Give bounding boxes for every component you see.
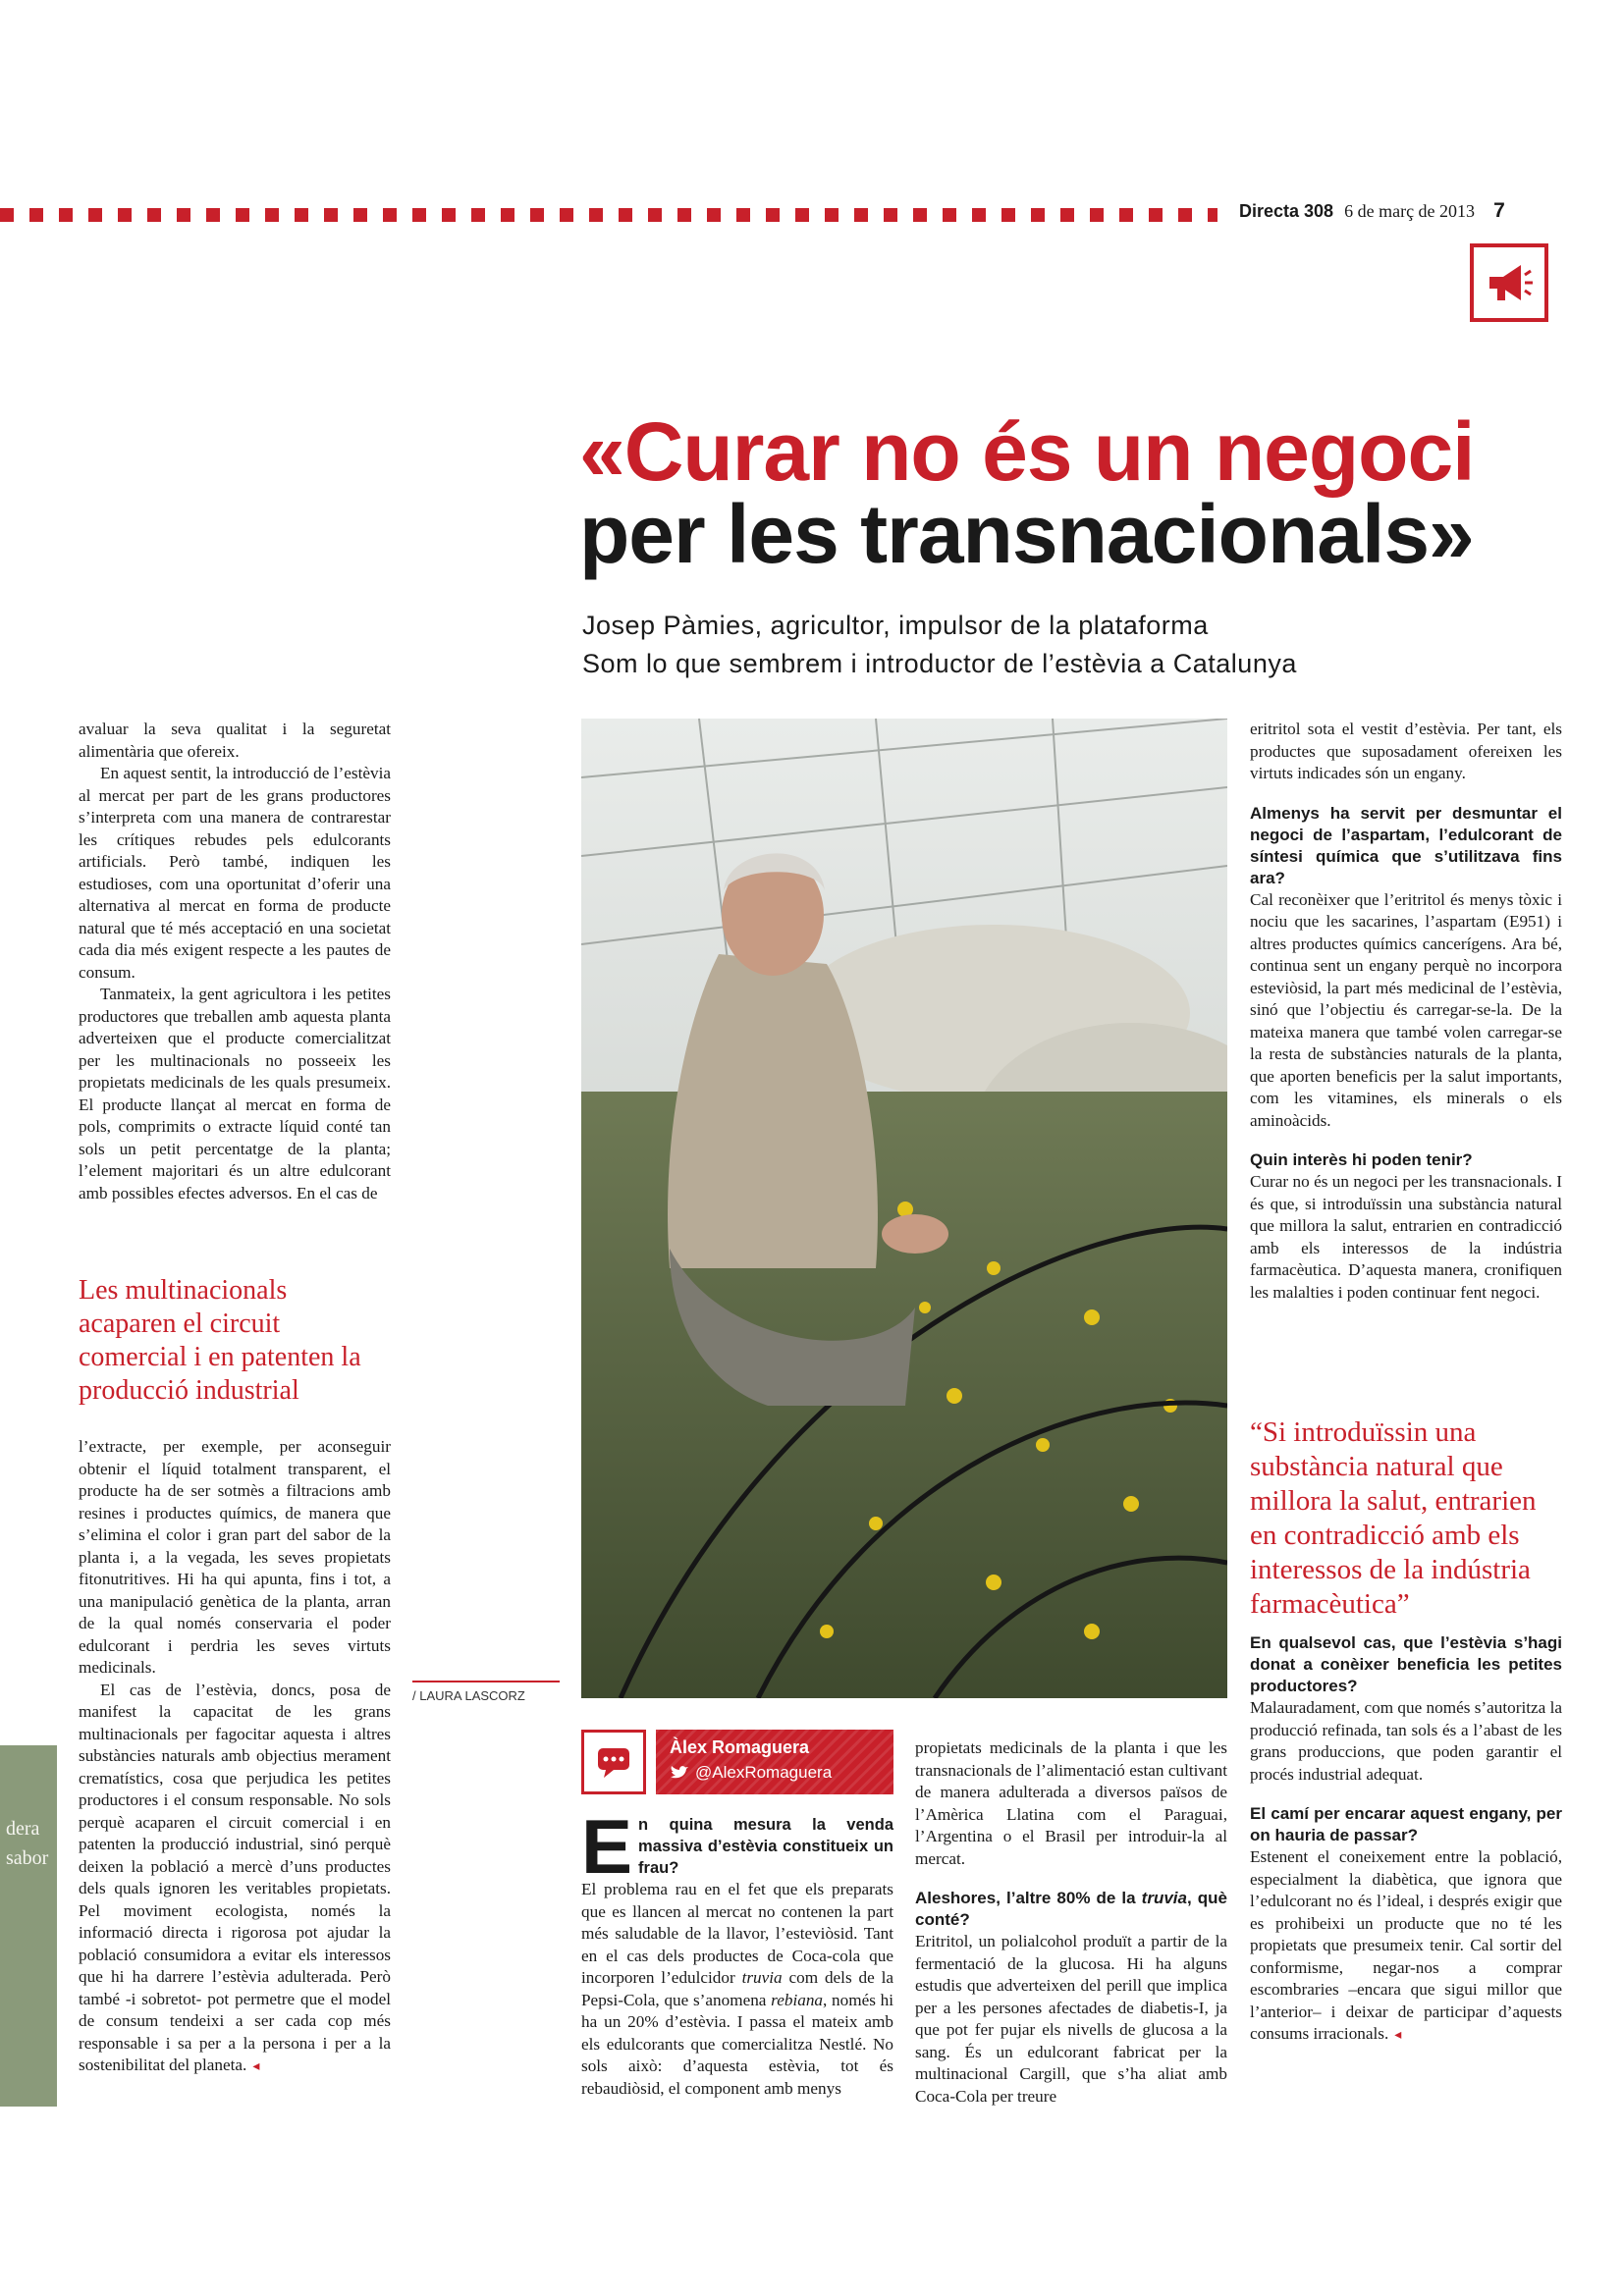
article-title bbox=[579, 405, 1561, 580]
issue-date: 6 de març de 2013 bbox=[1344, 201, 1476, 221]
answer-2: Eritritol, un polialcohol produït a partir de la fermentació de la glucosa. Hi ha alguns estudis que adverteixen del perill que implica per a les persones afectades de diabetis-I, ja que pot fer pujar els nivells de glucosa a la sang. És un edulcorant fabricat per la multinacional Cargill, que s’ha aliat amb Coca-Cola per treure bbox=[915, 1932, 1227, 2106]
author-band bbox=[656, 1730, 893, 1794]
author-name: Àlex Romaguera bbox=[670, 1737, 810, 1757]
question-1: En quina mesura la venda massiva d’estèvia constitueix un frau? bbox=[581, 1803, 893, 1890]
interview-column-3 bbox=[1250, 719, 1562, 1304]
answer-5: Malauradament, com que només s’autoritza la producció refinada, tan sols és a l’abast de les grans produccions, que poden garantir el procés industrial adequat. bbox=[1250, 1698, 1562, 1784]
question-3: Almenys ha servit per desmuntar el negoci de l’aspartam, l’edulcorant de síntesi química que s’utilitzava fins ara? bbox=[1250, 803, 1562, 887]
twitter-bird-icon bbox=[670, 1765, 689, 1786]
strip-text-1: dera bbox=[6, 1818, 40, 1840]
left-paragraph-2: En aquest sentit, la introducció de l’estèvia al mercat per part de les grans productores s’interpreta com una manera de contrarestar les crítiques rebudes pels edulcorants artificials. Però també, indiquen les estudioses, com una oportunitat d’oferir una alternativa al mercat en forma de producte natural que té més acceptació en una societat cada dia més exigent respecte a les pautes de consum. bbox=[79, 764, 391, 982]
strip-text-2: sabor bbox=[6, 1847, 49, 1869]
question-2: Aleshores, l’altre 80% de la truvia, què conté? bbox=[915, 1889, 1227, 1929]
greenhouse-photo bbox=[581, 719, 1227, 1698]
right-pullquote: “Si introduïssin una substància natural que millora la salut, entrarien en contradicció amb els interessos de la indústria farmacèutica” bbox=[1250, 1416, 1537, 1620]
page-folio bbox=[1239, 199, 1505, 223]
publication-name: Directa 308 bbox=[1239, 201, 1334, 221]
chat-bubble-icon bbox=[581, 1730, 646, 1794]
author-box bbox=[581, 1730, 893, 1794]
left-paragraph-3: Tanmateix, la gent agricultora i les petites productores que treballen amb aquesta planta adverteixen que el producte comercialitzat per les multinacionals no posseeix les propietats medicinals de les quals presumeix. El producte llançat al mercat en forma de pols, comprimits o extracte líquid conté tan sols un petit percentatge de la planta; l’element majoritari és un altre edulcorant amb possibles efectes adversos. En el cas de bbox=[79, 985, 391, 1202]
dotted-red-band bbox=[0, 208, 1217, 222]
answer-4: Curar no és un negoci per les transnacionals. I és que, si introduïssin una substància natural que millora la salut, entrarien en contradicció amb els interessos de la indústria farmacèutica. D’aquesta manera, cronifiquen les malalties i poden continuar fent negoci. bbox=[1250, 1172, 1562, 1302]
interview-column-3-bottom bbox=[1250, 1632, 1562, 2048]
author-twitter-link[interactable]: @AlexRomaguera bbox=[695, 1763, 833, 1782]
interview-column-2 bbox=[915, 1737, 1227, 2108]
article-subtitle bbox=[582, 607, 1564, 683]
left-paragraph-4: l’extracte, per exemple, per aconseguir obtenir el líquid totalment transparent, el producte ha de ser sotmès a filtracions amb resines i productes químics, de manera que s’elimina el color i gran part del sabor de la planta i, a la vegada, les seves propietats fitonutritives. Hi ha qui apunta, fins i tot, a una manipulació genètica de la planta, arran de la qual només conservaria el poder edulcorant i perdria les seves virtuts medicinals. bbox=[79, 1437, 391, 1677]
left-column-bottom bbox=[79, 1436, 391, 2079]
answer-3: Cal reconèixer que l’eritritol és menys tòxic i nociu que les sacarines, l’aspartam (E951) i altres productes químics cancerígens. Ara bé, continua sent un engany perquè no incorpora esteviòsid, la part més medicinal de l’estèvia, sinó que l’objectiu és carregar-se-la. De la mateixa manera que també volen carregar-se la resta de substàncies naturals de la planta, que aporten beneficis per la salut importants, com les vitamines, els minerals o els aminoàcids. bbox=[1250, 889, 1562, 1130]
page-number: 7 bbox=[1493, 199, 1505, 222]
left-column-top bbox=[79, 719, 391, 1204]
question-5: En qualsevol cas, que l’estèvia s’hagi donat a conèixer beneficia les petites productores? bbox=[1250, 1633, 1562, 1695]
end-mark-icon: ◂ bbox=[252, 2059, 260, 2074]
answer-1-continued: propietats medicinals de la planta i que les transnacionals de l’alimentació estan cultivant de manera adulterada a diversos països de l’Amèrica Llatina com el Paraguai, l’Argentina o el Brasil per introduir-la al mercat. bbox=[915, 1738, 1227, 1868]
left-pullquote: Les multinacionals acaparen el circuit comercial i en patenten la producció industrial bbox=[79, 1275, 361, 1406]
subtitle-line-2: Som lo que sembrem i introductor de l’estèvia a Catalunya bbox=[582, 649, 1297, 678]
subtitle-line-1: Josep Pàmies, agricultor, impulsor de la plataforma bbox=[582, 611, 1209, 640]
answer-2-continued: eritritol sota el vestit d’estèvia. Per tant, els productes que suposadament ofereixen les virtuts indicades són un engany. bbox=[1250, 720, 1562, 782]
photo-credit: / LAURA LASCORZ bbox=[412, 1681, 560, 1703]
question-6: El camí per encarar aquest engany, per on hauria de passar? bbox=[1250, 1804, 1562, 1844]
end-mark-icon: ◂ bbox=[1394, 2028, 1402, 2043]
answer-1: El problema rau en el fet que els preparats que es llancen al mercat no contenen la part més saludable de la llavor, l’esteviòsid. Tant en el cas dels productes de Coca-cola que incorporen l’edulcidor truvia com dels de la Pepsi-Cola, que s’anomena rebiana, només hi ha un 20% d’estèvia. I passa el mateix amb els edulcorants que comercialitza Nestlé. No sols això: d’aquesta estèvia, tot és rebaudiòsid, el component amb menys bbox=[581, 1880, 893, 2098]
title-line-1: «Curar no és un negoci bbox=[579, 405, 1475, 498]
side-image-strip bbox=[0, 1745, 57, 2107]
megaphone-icon bbox=[1470, 243, 1548, 322]
drop-cap: E bbox=[581, 1803, 633, 1890]
left-paragraph-1: avaluar la seva qualitat i la seguretat alimentària que ofereix. bbox=[79, 720, 391, 761]
interview-column-1 bbox=[581, 1803, 893, 2100]
question-4: Quin interès hi poden tenir? bbox=[1250, 1150, 1473, 1169]
answer-6: Estenent el coneixement entre la població, especialment la diabètica, que ignora que l’edulcorant no és l’ideal, i després exigir que es prohibeixi un producte que no té les propietats que presumeix tenir. Cal sortir del conformisme, negar-nos a comprar escombraries –encara que sigui millor que l’anterior– i deixar de participar d’aquests consums irracionals. ◂ bbox=[1250, 1847, 1562, 2043]
title-line-2: per les transnacionals» bbox=[579, 488, 1474, 580]
left-paragraph-5: El cas de l’estèvia, doncs, posa de manifest la capacitat de les grans multinacionals per fagocitar aquesta i altres substàncies naturals amb objectius merament crematístics, cosa que perjudica les petites productores i el consum responsable. No sols perquè acaparen el circuit comercial i en patenten la producció industrial, sinó perquè deixen la població a mercè d’uns productes dels quals ignoren les veritables propietats. Pel moviment ecologista, només la informació directa i rigorosa pot ajudar la població consumidora a evitar els interessos que hi ha darrere l’estèvia adulterada. Però també -i sobretot- pot permetre que el model de consum tendeixi a ser cada cop més responsable i sa per a la persona i per a la sostenibilitat del planeta. ◂ bbox=[79, 1680, 391, 2074]
